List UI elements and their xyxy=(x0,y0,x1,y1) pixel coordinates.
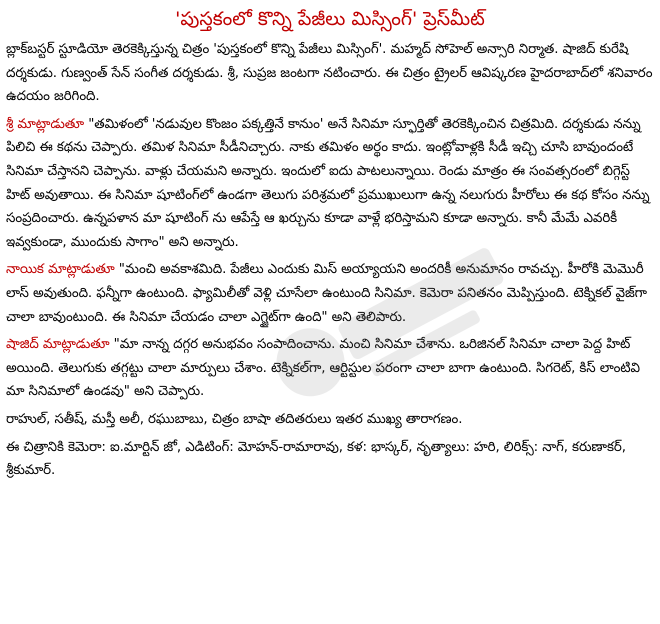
sri-quote: "తమిళంలో 'నడువుల కొంజం పక్కత్తినే కానుం' అనే సినిమా స్ఫూర్తితో తెరకెక్కించిన చిత్రమిది. దర్శకుడు నన్ను పిలిచి ఈ కథను చెప్పారు. తమిళ సినిమా సీడీనిచ్చారు. నాకు తమిళం అర్థం కాదు. ఇంట్లోవాళ్లకి సీడీ ఇచ్చి చూసి బావుందంటే సినిమా చేస్తానని చెప్పాను. వాళ్లు చేయమని అన్నారు. ఇందులో ఐదు పాటలున్నాయి. రెండు మాత్రం ఈ సంవత్సరంలో బిగ్గెస్ట్ హిట్ అవుతాయి. ఈ సినిమా షూటింగ్‌లో ఉండగా తెలుగు పరిశ్రమలో ప్రముఖులుగా ఉన్న నలుగురు హీరోలు ఈ కథ కోసం నన్ను సంప్రదించారు. ఉన్నపళాన మా షూటింగ్ ను ఆపేస్తే ఆ ఖర్చును కూడా వాళ్లే భరిస్తామని కూడా అన్నారు. కానీ మేమే ఎవరికీ ఇవ్వకుండా, ముందుకు సాగాం" అని అన్నారు. xyxy=(6,116,650,250)
article-title: 'పుస్తకంలో కొన్ని పేజీలు మిస్సింగ్' ప్రెస్‌మీట్ xyxy=(175,8,485,30)
heroine-speaker-label: నాయిక మాట్లాడుతూ xyxy=(6,262,115,278)
cast-paragraph: రాహుల్, సతీష్, మస్తీ అలీ, రఘుబాబు, చిత్రం బాషా తదితరులు ఇతర ముఖ్య తారాగణం. xyxy=(6,411,463,427)
sri-speaker-label: శ్రీ మాట్లాడుతూ xyxy=(6,116,85,132)
credits-paragraph: ఈ చిత్రానికి కెమెరా: ఐ.మార్టిన్ జో, ఎడిటింగ్: మోహన్-రామారావు, కళ: భాస్కర్, నృత్యాలు: హరి, లిరిక్స్: నాగ్, కరుణాకర్, శ్రీకుమార్. xyxy=(6,439,626,479)
shajid-quote: "మా నాన్న దగ్గర అనుభవం సంపాదించాను. మంచి సినిమా చేశాను. ఒరిజినల్ సినిమా చాలా పెద్ద హిట్ అయింది. తెలుగుకు తగ్గట్టు చాలా మార్పులు చేశాం. టెక్నికల్‌గా, ఆర్టిస్టుల పరంగా చాలా బాగా ఉంటుంది. సిగరెట్, కిస్ లాంటివి మా సినిమాలో ఉండవు" అని చెప్పారు. xyxy=(6,337,640,400)
intro-paragraph: బ్లాక్‌బస్టర్ స్టూడియో తెరకెక్కిస్తున్న చిత్రం 'పుస్తకంలో కొన్ని పేజీలు మిస్సింగ్'. మహ్మద్ సోహెల్ అన్సారి నిర్మాత. షాజిద్ కురేషి దర్శకుడు. గుణ్వంత్ సేన్ సంగీత దర్శకుడు. శ్రీ, సుప్రజ జంటగా నటించారు. ఈ చిత్రం ట్రైలర్ ఆవిష్కరణ హైదరాబాద్‌లో శనివారం ఉదయం జరిగింది. xyxy=(6,42,653,105)
heroine-quote: "మంచి అవకాశమిది. పేజీలు ఎందుకు మిస్ అయ్యాయని అందరికీ అనుమానం రావచ్చు. హీరోకి మెమొరీ లాస్ అవుతుంది. ఫన్నీగా ఉంటుంది. ఫ్యామిలీతో వెళ్లి చూసేలా ఉంటుంది సినిమా. కెమెరా పనితనం మెప్పిస్తుంది. టెక్నికల్ వైజ్‌గా చాలా బావుంటుంది. ఈ సినిమా చేయడం చాలా ఎగ్జైట్‌గా ఉంది" అని తెలిపారు. xyxy=(6,262,647,325)
shajid-speaker-label: షాజిద్ మాట్లాడుతూ xyxy=(6,337,110,353)
shajid-paragraph xyxy=(6,333,654,404)
heroine-paragraph xyxy=(6,258,654,329)
sri-paragraph xyxy=(6,113,654,255)
